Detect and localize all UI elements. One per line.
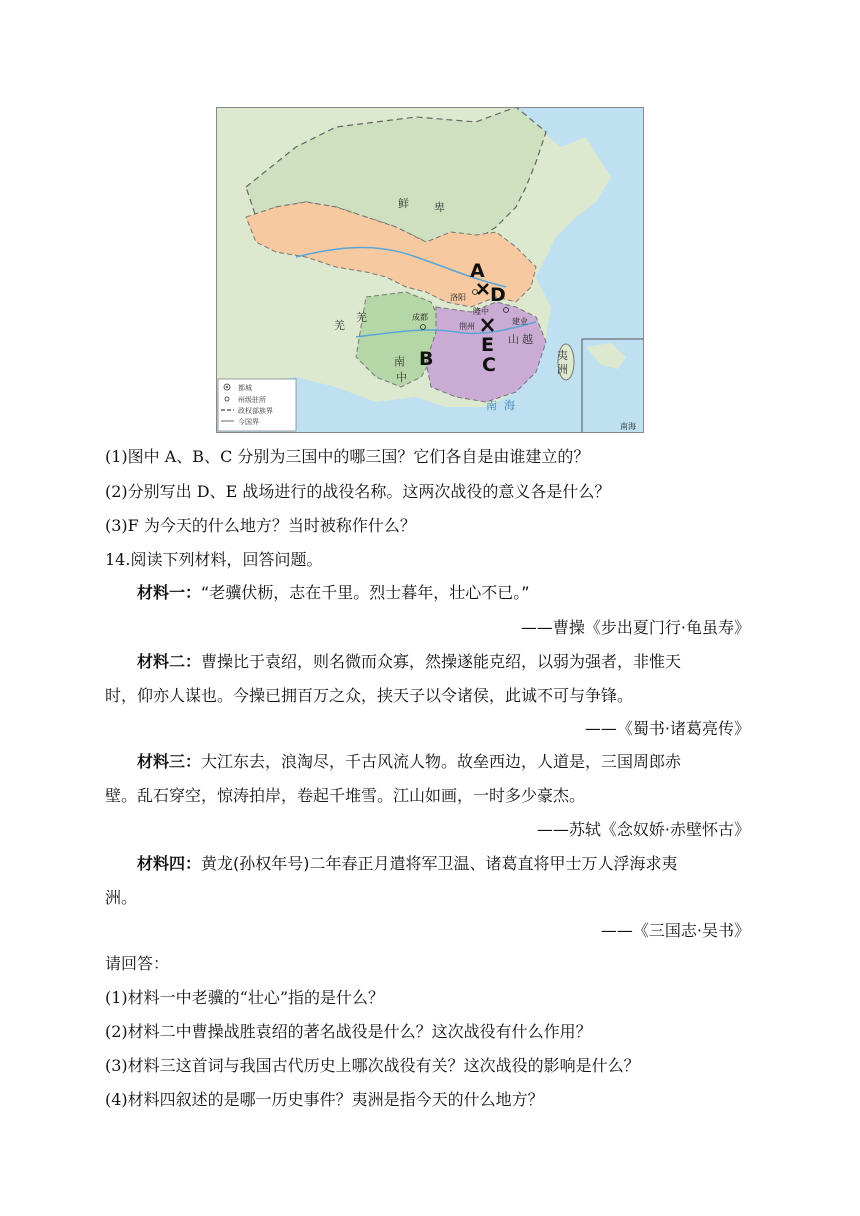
label-chengdu: 成都 (412, 313, 428, 322)
label-yizhou-2: 洲 (557, 363, 568, 376)
material-4-source: ——《三国志·吴书》 (600, 921, 750, 940)
material-2-text-line2: 时，仰亦人谋也。今操已拥百万之众，挟天子以令诸侯，此诚不可与争锋。 (105, 686, 634, 705)
answer-prompt: 请回答： (105, 954, 170, 973)
material-1 (105, 583, 751, 603)
material-1-label: 材料一： (137, 583, 202, 602)
three-kingdoms-map (216, 107, 644, 433)
question-14-title: 14.阅读下列材料，回答问题。 (105, 550, 323, 569)
label-xianbei-1: 鲜 (398, 197, 409, 210)
material-1-source: ——曹操《步出夏门行·龟虽寿》 (520, 618, 750, 637)
label-jingzhou: 荆州 (459, 322, 475, 331)
material-3-label: 材料三： (137, 752, 202, 771)
marker-b: B (419, 348, 434, 370)
question-13-2: (2)分别写出 D、E 战场进行的战役名称。这两次战役的意义各是什么？ (105, 482, 611, 501)
label-sea-1: 南 (486, 399, 497, 412)
legend-national-border: 今国界 (238, 418, 259, 426)
question-13-3: (3)F 为今天的什么地方？当时被称作什么？ (105, 516, 416, 535)
question-13-1: (1)图中 A、B、C 分别为三国中的哪三国？它们各自是由谁建立的？ (105, 447, 590, 466)
material-4 (105, 854, 751, 874)
marker-c: C (482, 354, 496, 376)
label-qiang-2: 羌 (356, 311, 367, 324)
label-nanzhong-2: 中 (396, 371, 407, 384)
material-4-text-line1: 黄龙(孙权年号)二年春正月遣将军卫温、诸葛直将甲士万人浮海求夷 (201, 854, 678, 873)
legend-capital: 都城 (238, 384, 252, 392)
question-14-4: (4)材料四叙述的是哪一历史事件？夷洲是指今天的什么地方？ (105, 1090, 544, 1109)
material-3 (105, 752, 751, 772)
material-4-label: 材料四： (137, 854, 202, 873)
material-2-source: ——《蜀书·诸葛亮传》 (584, 719, 750, 738)
marker-d: D (490, 284, 506, 306)
marker-a: A (470, 260, 485, 282)
material-2-label: 材料二： (137, 652, 202, 671)
material-3-text-line1: 大江东去，浪淘尽，千古风流人物。故垒西边，人道是，三国周郎赤 (201, 752, 682, 771)
label-longzhong: 隆中 (473, 307, 489, 316)
label-shanyue-2: 越 (522, 333, 533, 346)
label-nanzhong-1: 南 (394, 355, 405, 368)
question-14-1: (1)材料一中老骥的“壮心”指的是什么？ (105, 988, 385, 1007)
material-2 (105, 652, 751, 672)
material-3-source: ——苏轼《念奴娇·赤壁怀古》 (536, 820, 750, 839)
label-jianye: 建业 (512, 317, 528, 326)
question-14-2: (2)材料二中曹操战胜袁绍的著名战役是什么？这次战役有什么作用？ (105, 1022, 592, 1041)
material-2-text-line1: 曹操比于袁绍，则名微而众寡，然操遂能克绍，以弱为强者，非惟天 (201, 652, 682, 671)
material-3-text-line2: 壁。乱石穿空，惊涛拍岸，卷起千堆雪。江山如画，一时多少豪杰。 (105, 786, 586, 805)
label-luoyang: 洛阳 (450, 293, 466, 302)
label-yizhou-1: 夷 (557, 349, 568, 362)
material-1-text: “老骥伏枥，志在千里。烈士暮年，壮心不已。” (201, 583, 530, 602)
legend-prefecture: 州级驻所 (238, 396, 266, 404)
marker-e: E (481, 334, 494, 356)
label-shanyue-1: 山 (508, 333, 519, 346)
label-south-sea-inset: 南海 (620, 422, 636, 431)
question-14-3: (3)材料三这首词与我国古代历史上哪次战役有关？这次战役的影响是什么？ (105, 1056, 640, 1075)
label-qiang-1: 羌 (334, 319, 345, 332)
label-xianbei-2: 卑 (434, 201, 445, 214)
label-sea-2: 海 (504, 399, 515, 412)
legend-regime-border: 政权部族界 (238, 407, 273, 415)
material-4-text-line2: 洲。 (105, 888, 138, 907)
